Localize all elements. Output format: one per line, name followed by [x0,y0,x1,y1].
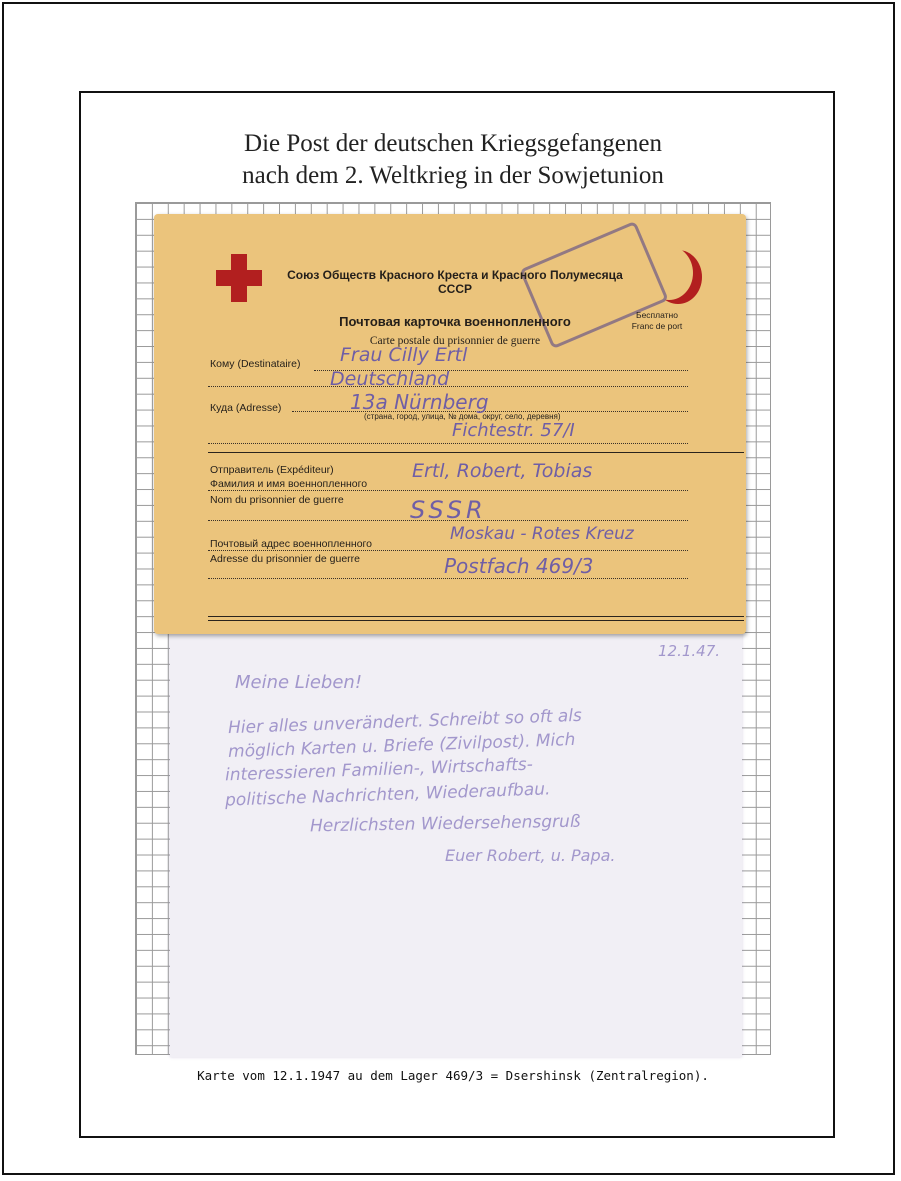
address-line [208,443,688,444]
sender-label: Отправитель (Expéditeur) [210,464,334,476]
pow-address-line [208,578,688,579]
letter-line: Herzlichsten Wiedersehensgruß [309,811,581,837]
address-hint: (страна, город, улица, № дома, округ, село, деревня) [364,412,561,421]
card-bottom-rule [208,616,744,617]
postage-free-ru: Бесплатно [636,310,678,320]
street-handwritten: Fichtestr. 57/I [452,420,575,441]
pow-address-ru: Почтовый адрес военнопленного [210,538,372,550]
address-label: Куда (Adresse) [210,402,282,414]
pow-address-line [208,550,688,551]
letter-line: politische Nachrichten, Wiederaufbau. [224,779,551,811]
sender-via-handwritten: Moskau - Rotes Kreuz [450,524,634,544]
letter-line: Meine Lieben! [235,672,363,693]
card-subtitle: Carte postale du prisonnier de guerre [369,335,541,347]
postbox-handwritten: Postfach 469/3 [444,554,594,578]
pow-address-fr: Adresse du prisonnier de guerre [210,553,361,565]
organization-name [270,268,640,296]
pow-postcard-front [154,214,746,634]
page-caption: Karte vom 12.1.1947 au dem Lager 469/3 = Dsershinsk (Zentralregion). [197,1068,709,1083]
recipient-label: Кому (Destinataire) [210,358,301,370]
postage-free-fr: Franc de port [631,321,683,331]
red-cross-icon [216,254,262,302]
postcard-reverse [170,620,742,1057]
sender-country-handwritten: SSSR [410,496,487,524]
organization-line-2: СССР [437,282,472,296]
letter-line: Hier alles unverändert. Schreibt so oft als [227,705,583,739]
postage-free-label [622,310,692,332]
title-line-2: nach dem 2. Weltkrieg in der Sowjetunion [242,162,664,189]
card-bottom-rule [208,620,744,621]
letter-line: interessieren Familien-, Wirtschafts- [224,754,534,786]
letter-date: 12.1.47. [658,642,721,660]
sender-line [208,490,688,491]
page-title [79,128,827,192]
organization-line-1: Союз Обществ Красного Креста и Красного Полумесяца [287,268,623,282]
letter-signature: Euer Robert, u. Papa. [445,846,616,865]
recipient-handwritten: Frau Cilly Ertl [340,344,468,366]
sender-handwritten: Ertl, Robert, Tobias [412,460,593,482]
sender-name-fr: Nom du prisonnier de guerre [210,494,344,506]
country-handwritten: Deutschland [330,368,450,390]
sender-name-ru: Фамилия и имя военнопленного [210,478,368,490]
letter-line: möglich Karten u. Briefe (Zivilpost). Mich [227,729,576,763]
section-divider [208,452,744,453]
card-title: Почтовая карточка военнопленного [339,314,571,329]
city-handwritten: 13a Nürnberg [350,390,489,414]
title-line-1: Die Post der deutschen Kriegsgefangenen [244,130,662,157]
